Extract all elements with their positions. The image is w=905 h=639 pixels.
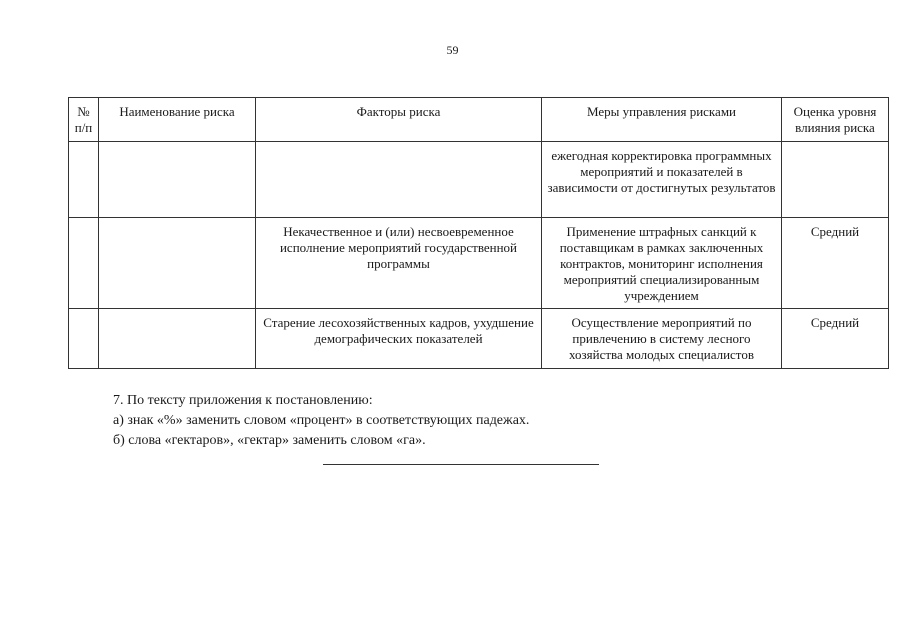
cell-risk-level: Средний	[782, 218, 889, 309]
cell-risk-name	[99, 218, 256, 309]
header-risk-level: Оценка уровня влияния риска	[782, 98, 889, 142]
header-risk-measures: Меры управления рисками	[542, 98, 782, 142]
cell-risk-name	[99, 142, 256, 218]
risk-table	[68, 97, 889, 369]
cell-risk-name	[99, 309, 256, 369]
cell-risk-level	[782, 142, 889, 218]
closing-rule	[323, 464, 599, 465]
header-row	[69, 98, 889, 142]
cell-risk-level: Средний	[782, 309, 889, 369]
header-risk-factors: Факторы риска	[256, 98, 542, 142]
cell-risk-factors: Старение лесохозяйственных кадров, ухудшение демографических показателей	[256, 309, 542, 369]
cell-risk-measures: ежегодная корректировка программных мероприятий и показателей в зависимости от достигнутых результатов	[542, 142, 782, 218]
cell-risk-factors	[256, 142, 542, 218]
header-number: № п/п	[69, 98, 99, 142]
header-risk-name: Наименование риска	[99, 98, 256, 142]
cell-risk-measures: Осуществление мероприятий по привлечению в систему лесного хозяйства молодых специалистов	[542, 309, 782, 369]
table-row	[69, 309, 889, 369]
table-row	[69, 218, 889, 309]
cell-number	[69, 309, 99, 369]
amendment-item-b: б) слова «гектаров», «гектар» заменить словом «га».	[113, 433, 426, 448]
amendment-item-a: а) знак «%» заменить словом «процент» в соответствующих падежах.	[113, 413, 530, 428]
table-row	[69, 142, 889, 218]
amendment-item-7: 7. По тексту приложения к постановлению:	[113, 393, 373, 408]
cell-number	[69, 218, 99, 309]
cell-number	[69, 142, 99, 218]
page-number: 59	[446, 43, 459, 57]
cell-risk-factors: Некачественное и (или) несвоевременное исполнение мероприятий государственной программы	[256, 218, 542, 309]
cell-risk-measures: Применение штрафных санкций к поставщикам в рамках заключенных контрактов, мониторинг исполнения мероприятий специализированным учреждением	[542, 218, 782, 309]
